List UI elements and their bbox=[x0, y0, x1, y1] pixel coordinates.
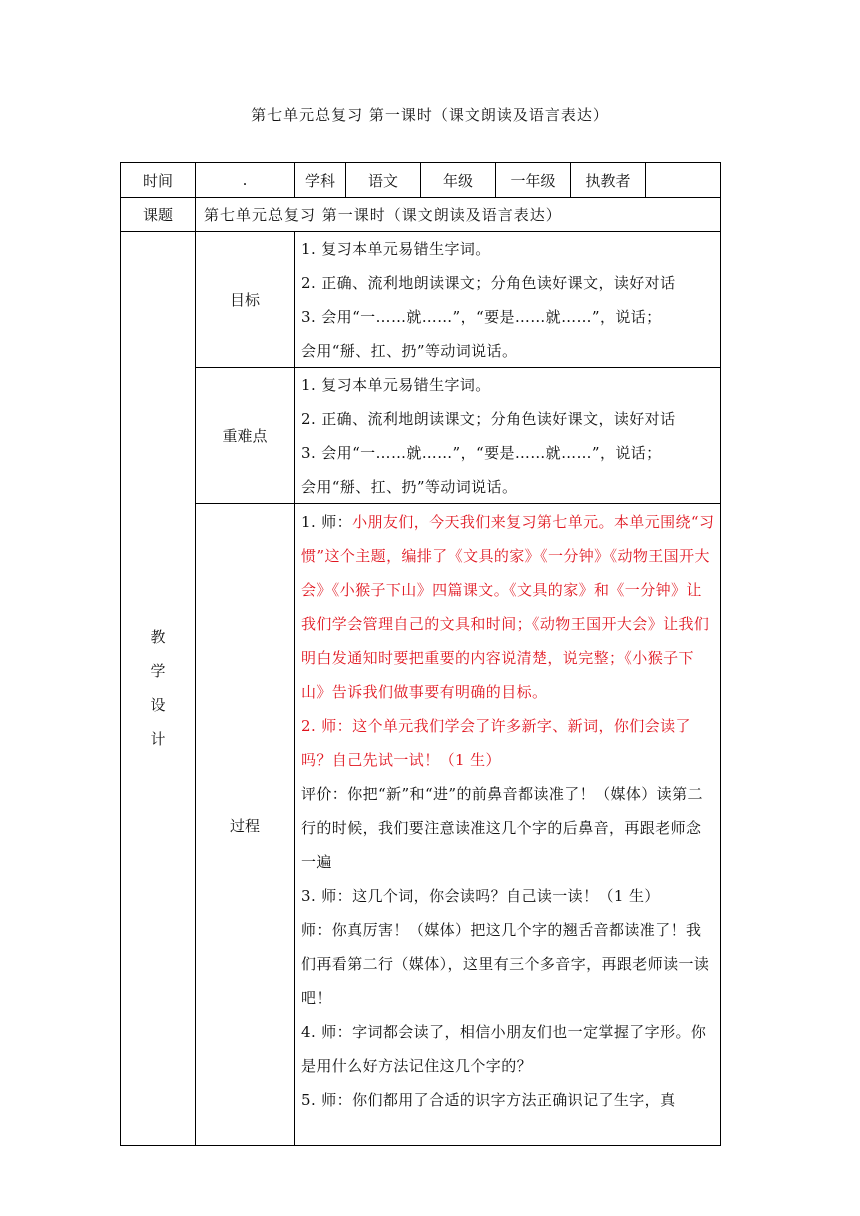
goals-content bbox=[301, 232, 715, 368]
topic-value: 第七单元总复习 第一课时（课文朗读及语言表达） bbox=[204, 206, 562, 224]
process-content bbox=[301, 505, 715, 1117]
process-paragraph-5: 师：你真厉害！（媒体）把这几个字的翘舌音都读准了！我们再看第二行（媒体），这里有三个多音字，再跟老师读一读吧！ bbox=[301, 921, 710, 1007]
teaching-design-label bbox=[121, 620, 195, 756]
process-paragraph-4: 3. 师：这几个词，你会读吗？自己读一读！（1 生） bbox=[301, 887, 660, 905]
teacher-value bbox=[646, 163, 720, 197]
speaker-prefix: 1. 师： bbox=[301, 513, 353, 531]
goal-line: 会用“掰、扛、扔”等动词说话。 bbox=[301, 342, 518, 360]
process-paragraph-3: 评价：你把“新”和“进”的前鼻音都读准了！（媒体）读第二行的时候，我们要注意读准这几个字的后鼻音，再跟老师念一遍 bbox=[301, 785, 703, 871]
time-value: . bbox=[242, 171, 248, 189]
topic-label: 课题 bbox=[142, 206, 173, 224]
process-paragraph-2: 2. 师：这个单元我们学会了许多新字、新词，你们会读了吗？自己先试一试！（1 生） bbox=[301, 717, 691, 769]
subject-label: 学科 bbox=[304, 171, 335, 190]
document-title: 第七单元总复习 第一课时（课文朗读及语言表达） bbox=[251, 106, 609, 124]
section-char: 教 bbox=[150, 628, 166, 646]
goal-line: 1. 复习本单元易错生字词。 bbox=[301, 240, 491, 258]
process-paragraph-7: 5. 师：你们都用了合适的识字方法正确识记了生字，真 bbox=[301, 1091, 676, 1109]
grade-label: 年级 bbox=[442, 171, 473, 190]
key-points-label: 重难点 bbox=[222, 427, 268, 445]
section-char: 设 bbox=[150, 696, 166, 714]
key-points-content bbox=[301, 368, 715, 504]
goal-line: 2. 正确、流利地朗读课文；分角色读好课文，读好对话 bbox=[301, 274, 676, 292]
process-paragraph-1 bbox=[301, 505, 715, 709]
teacher-intro-text: 小朋友们，今天我们来复习第七单元。本单元围绕“习惯”这个主题，编排了《文具的家》《一分钟》《动物王国开大会》《小猴子下山》四篇课文。《文具的家》和《一分钟》让我们学会管理自己的文具和时间；《动物王国开大会》让我们明白发通知时要把重要的内容说清楚，说完整；《小猴子下山》告诉我们做事要有明确的目标。 bbox=[301, 513, 715, 701]
key-point-line: 3. 会用“一……就……”，“要是……就……”，说话； bbox=[301, 444, 662, 462]
section-char: 计 bbox=[150, 730, 166, 748]
subject-value: 语文 bbox=[367, 171, 398, 190]
process-paragraph-6: 4. 师：字词都会读了，相信小朋友们也一定掌握了字形。你是用什么好方法记住这几个字的？ bbox=[301, 1023, 707, 1075]
goal-line: 3. 会用“一……就……”，“要是……就……”，说话； bbox=[301, 308, 662, 326]
section-char: 学 bbox=[150, 662, 166, 680]
key-point-line: 会用“掰、扛、扔”等动词说话。 bbox=[301, 478, 518, 496]
goals-label: 目标 bbox=[229, 291, 260, 309]
process-label: 过程 bbox=[229, 816, 260, 835]
key-point-line: 2. 正确、流利地朗读课文；分角色读好课文，读好对话 bbox=[301, 410, 676, 428]
teacher-label: 执教者 bbox=[585, 171, 631, 190]
time-label: 时间 bbox=[142, 171, 173, 190]
key-point-line: 1. 复习本单元易错生字词。 bbox=[301, 376, 491, 394]
grade-value: 一年级 bbox=[510, 171, 556, 190]
